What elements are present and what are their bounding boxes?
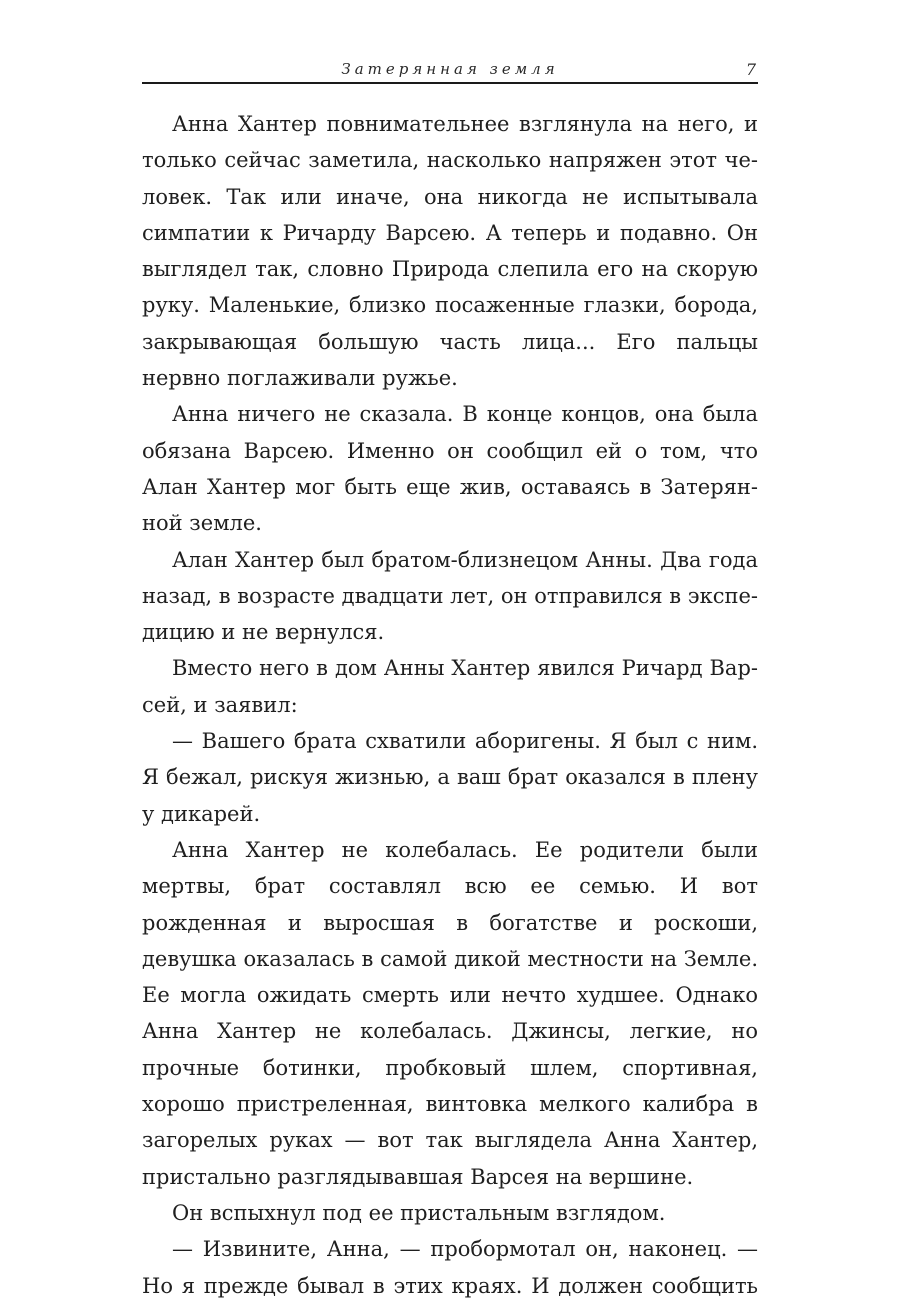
paragraph: Анна Хантер повнимательнее взглянула на него, и только сейчас заметила, насколько напряжен этот человек. Так или иначе, она никогда не испытывала симпатии к Ричарду Варсею. А теперь и подавно. Он выглядел так, словно Природа слепила его на скорую руку. Маленькие, близко посаженные глазки, борода, закрывающая большую часть лица... Его пальцы нервно поглаживали ружье.: [142, 112, 758, 391]
book-page: [142, 56, 758, 1304]
paragraph: Он вспыхнул под ее пристальным взглядом.: [172, 1200, 666, 1225]
paragraph: Вместо него в дом Анны Хантер явился Ричард Варсей, и заявил:: [142, 656, 758, 717]
running-head: [142, 56, 758, 80]
header-rule: [142, 82, 758, 84]
paragraph: — Извините, Анна, — пробормотал он, наконец. — Но я прежде бывал в этих краях. И должен сообщить: [142, 1237, 758, 1298]
paragraph: — Вашего брата схватили аборигены. Я был с ним. Я бежал, рискуя жизнью, а ваш брат оказался в плену у дикарей.: [142, 729, 758, 826]
paragraph: Анна ничего не сказала. В конце концов, она была обязана Варсею. Именно он сообщил ей о том, что Алан Хантер мог быть еще жив, оставаясь в Затерянной земле.: [142, 402, 758, 536]
page-number: 7: [745, 60, 756, 79]
body-text: [142, 106, 758, 1304]
running-title: Затерянная земля: [341, 60, 559, 78]
paragraph: Алан Хантер был братом-близнецом Анны. Два года назад, в возрасте двадцати лет, он отправился в экспедицию и не вернулся.: [142, 547, 758, 645]
paragraph: Анна Хантер не колебалась. Ее родители были мертвы, брат составлял всю ее семью. И вот рожденная и выросшая в богатстве и роскоши, девушка оказалась в самой дикой местности на Земле. Ее могла ожидать смерть или нечто худшее. Однако Анна Хантер не колебалась. Джинсы, легкие, но прочные ботинки, пробковый шлем, спортивная, хорошо пристреленная, винтовка мелкого калибра в загорелых руках — вот так выглядела Анна Хантер, пристально разглядывавшая Варсея на вершине.: [142, 837, 758, 1189]
